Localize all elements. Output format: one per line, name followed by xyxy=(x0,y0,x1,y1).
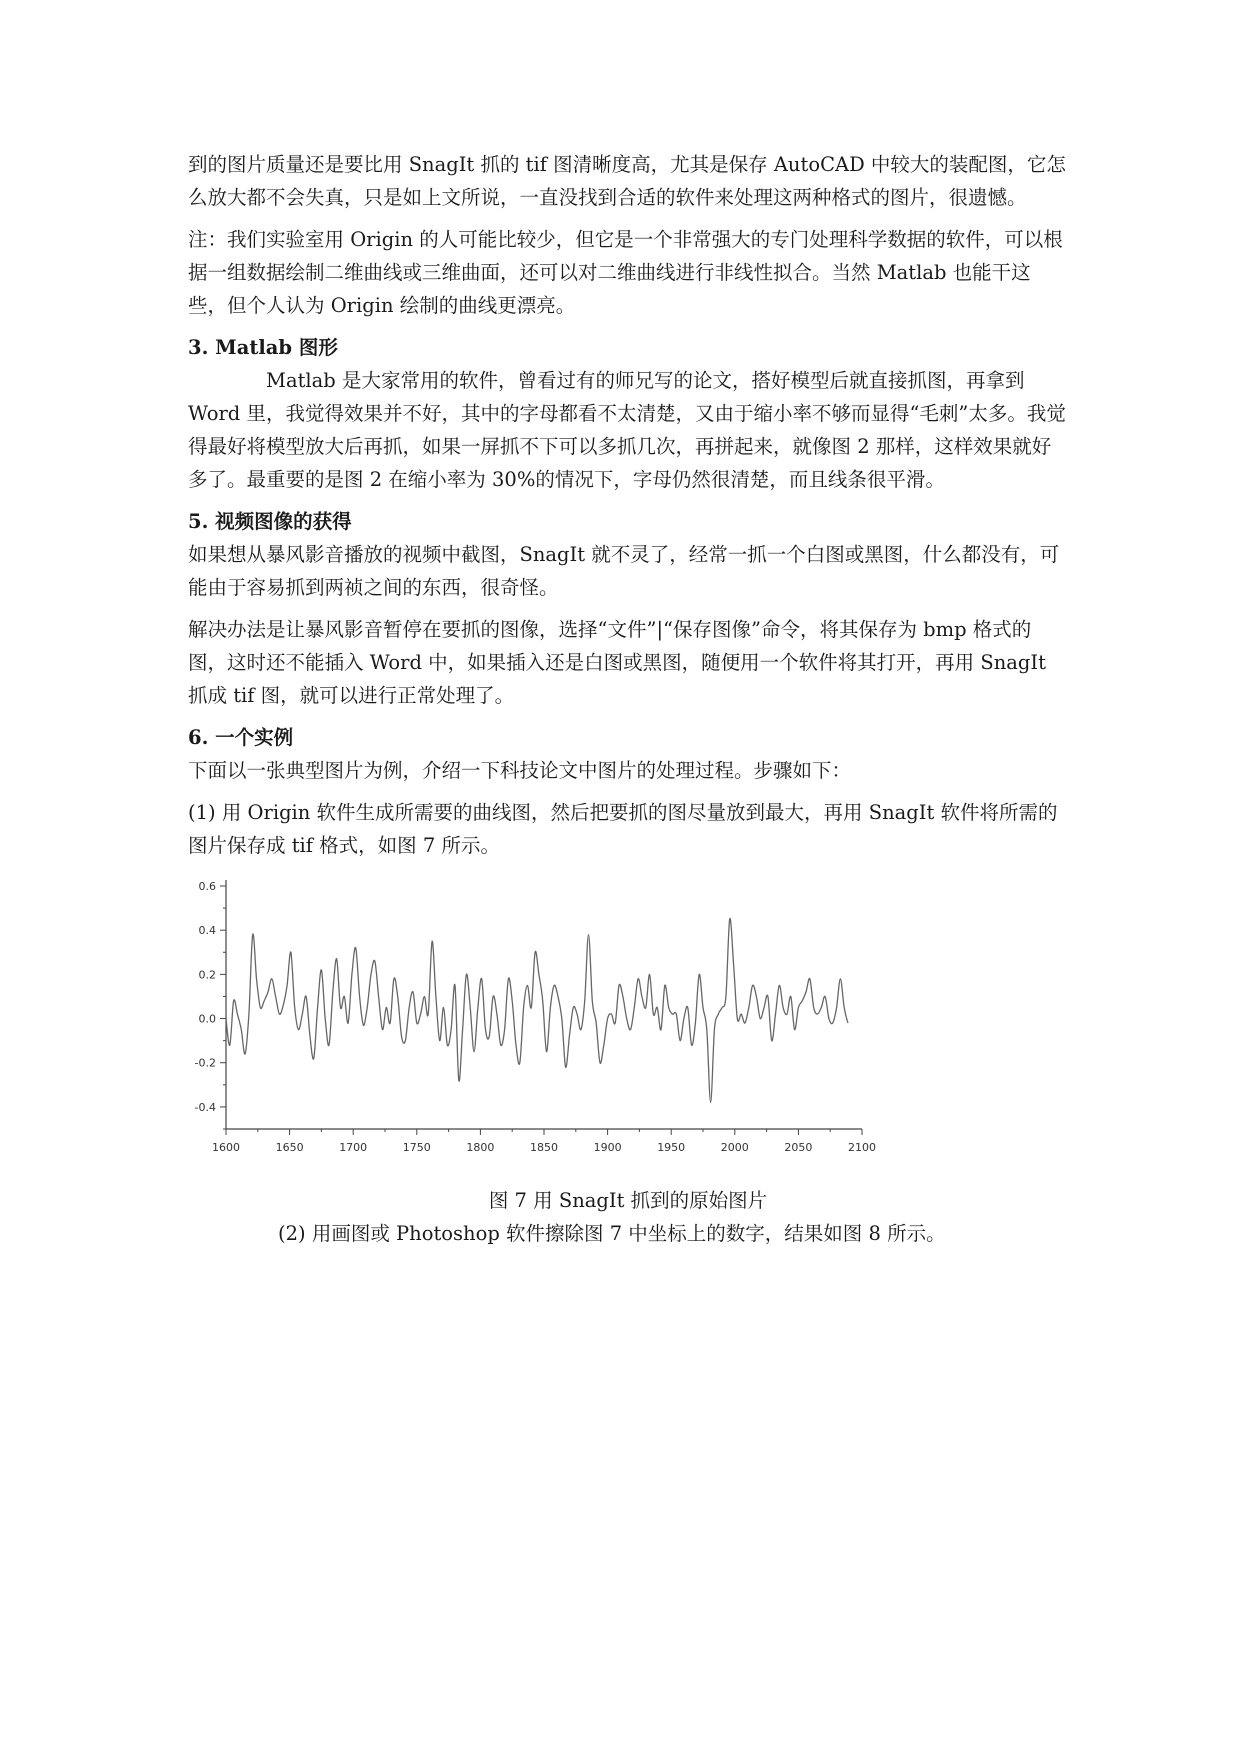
figure-7-caption: 图 7 用 SnagIt 抓到的原始图片 xyxy=(488,1189,768,1212)
x-tick-label: 1750 xyxy=(402,1141,431,1154)
x-tick-label: 2100 xyxy=(848,1141,876,1154)
y-tick-label: 0.0 xyxy=(198,1012,216,1026)
figure-7-chart xyxy=(188,872,1068,1182)
x-tick-label: 1650 xyxy=(275,1141,304,1154)
paragraph-step-1: (1) 用 Origin 软件生成所需要的曲线图，然后把要抓的图尽量放到最大，再用 SnagIt 软件将所需的图片保存成 tif 格式，如图 7 所示。 xyxy=(188,801,1058,857)
x-tick-label: 1600 xyxy=(212,1141,240,1154)
x-tick-label: 1950 xyxy=(657,1141,686,1154)
heading-example: 6. 一个实例 xyxy=(188,726,294,749)
series-line xyxy=(226,918,848,1102)
x-tick-label: 2000 xyxy=(720,1141,749,1154)
y-tick-label: 0.6 xyxy=(198,880,216,893)
heading-video: 5. 视频图像的获得 xyxy=(188,510,352,533)
y-tick-label: 0.4 xyxy=(198,924,216,938)
y-tick-label: -0.2 xyxy=(194,1056,216,1070)
x-tick-label: 1800 xyxy=(466,1141,495,1154)
x-tick-label: 1900 xyxy=(593,1141,622,1154)
document-page xyxy=(188,148,1068,1250)
x-tick-label: 2050 xyxy=(784,1141,813,1154)
heading-matlab: 3. Matlab 图形 xyxy=(188,336,338,359)
line-chart xyxy=(188,872,1068,1182)
y-tick-label: 0.2 xyxy=(198,968,216,982)
paragraph-video-solution: 解决办法是让暴风影音暂停在要抓的图像，选择“文件”|“保存图像”命令，将其保存为 bmp 格式的图，这时还不能插入 Word 中，如果插入还是白图或黑图，随便用一个软件将其打开，再用 SnagIt 抓成 tif 图，就可以进行正常处理了。 xyxy=(188,618,1046,707)
paragraph-intro: 到的图片质量还是要比用 SnagIt 抓的 tif 图清晰度高，尤其是保存 AutoCAD 中较大的装配图，它怎么放大都不会失真，只是如上文所说，一直没找到合适的软件来处理这两种格式的图片，很遗憾。 xyxy=(188,153,1066,209)
paragraph-step-2: (2) 用画图或 Photoshop 软件擦除图 7 中坐标上的数字，结果如图 8 所示。 xyxy=(278,1222,946,1245)
x-tick-label: 1850 xyxy=(530,1141,558,1154)
y-tick-label: -0.4 xyxy=(194,1100,216,1114)
paragraph-matlab: Matlab 是大家常用的软件，曾看过有的师兄写的论文，搭好模型后就直接抓图，再拿到 Word 里，我觉得效果并不好，其中的字母都看不太清楚，又由于缩小率不够而显得“毛刺”太多。我觉得最好将模型放大后再抓，如果一屏抓不下可以多抓几次，再拼起来，就像图 2 那样，这样效果就好多了。最重要的是图 2 在缩小率为 30%的情况下，字母仍然很清楚，而且线条很平滑。 xyxy=(188,369,1066,491)
paragraph-video-problem: 如果想从暴风影音播放的视频中截图，SnagIt 就不灵了，经常一抓一个白图或黑图，什么都没有，可能由于容易抓到两祯之间的东西，很奇怪。 xyxy=(188,543,1060,599)
paragraph-note: 注：我们实验室用 Origin 的人可能比较少，但它是一个非常强大的专门处理科学数据的软件，可以根据一组数据绘制二维曲线或三维曲面，还可以对二维曲线进行非线性拟合。当然 Matlab 也能干这些，但个人认为 Origin 绘制的曲线更漂亮。 xyxy=(188,228,1063,317)
x-tick-label: 1700 xyxy=(339,1141,368,1154)
paragraph-example-intro: 下面以一张典型图片为例，介绍一下科技论文中图片的处理过程。步骤如下： xyxy=(188,759,852,782)
